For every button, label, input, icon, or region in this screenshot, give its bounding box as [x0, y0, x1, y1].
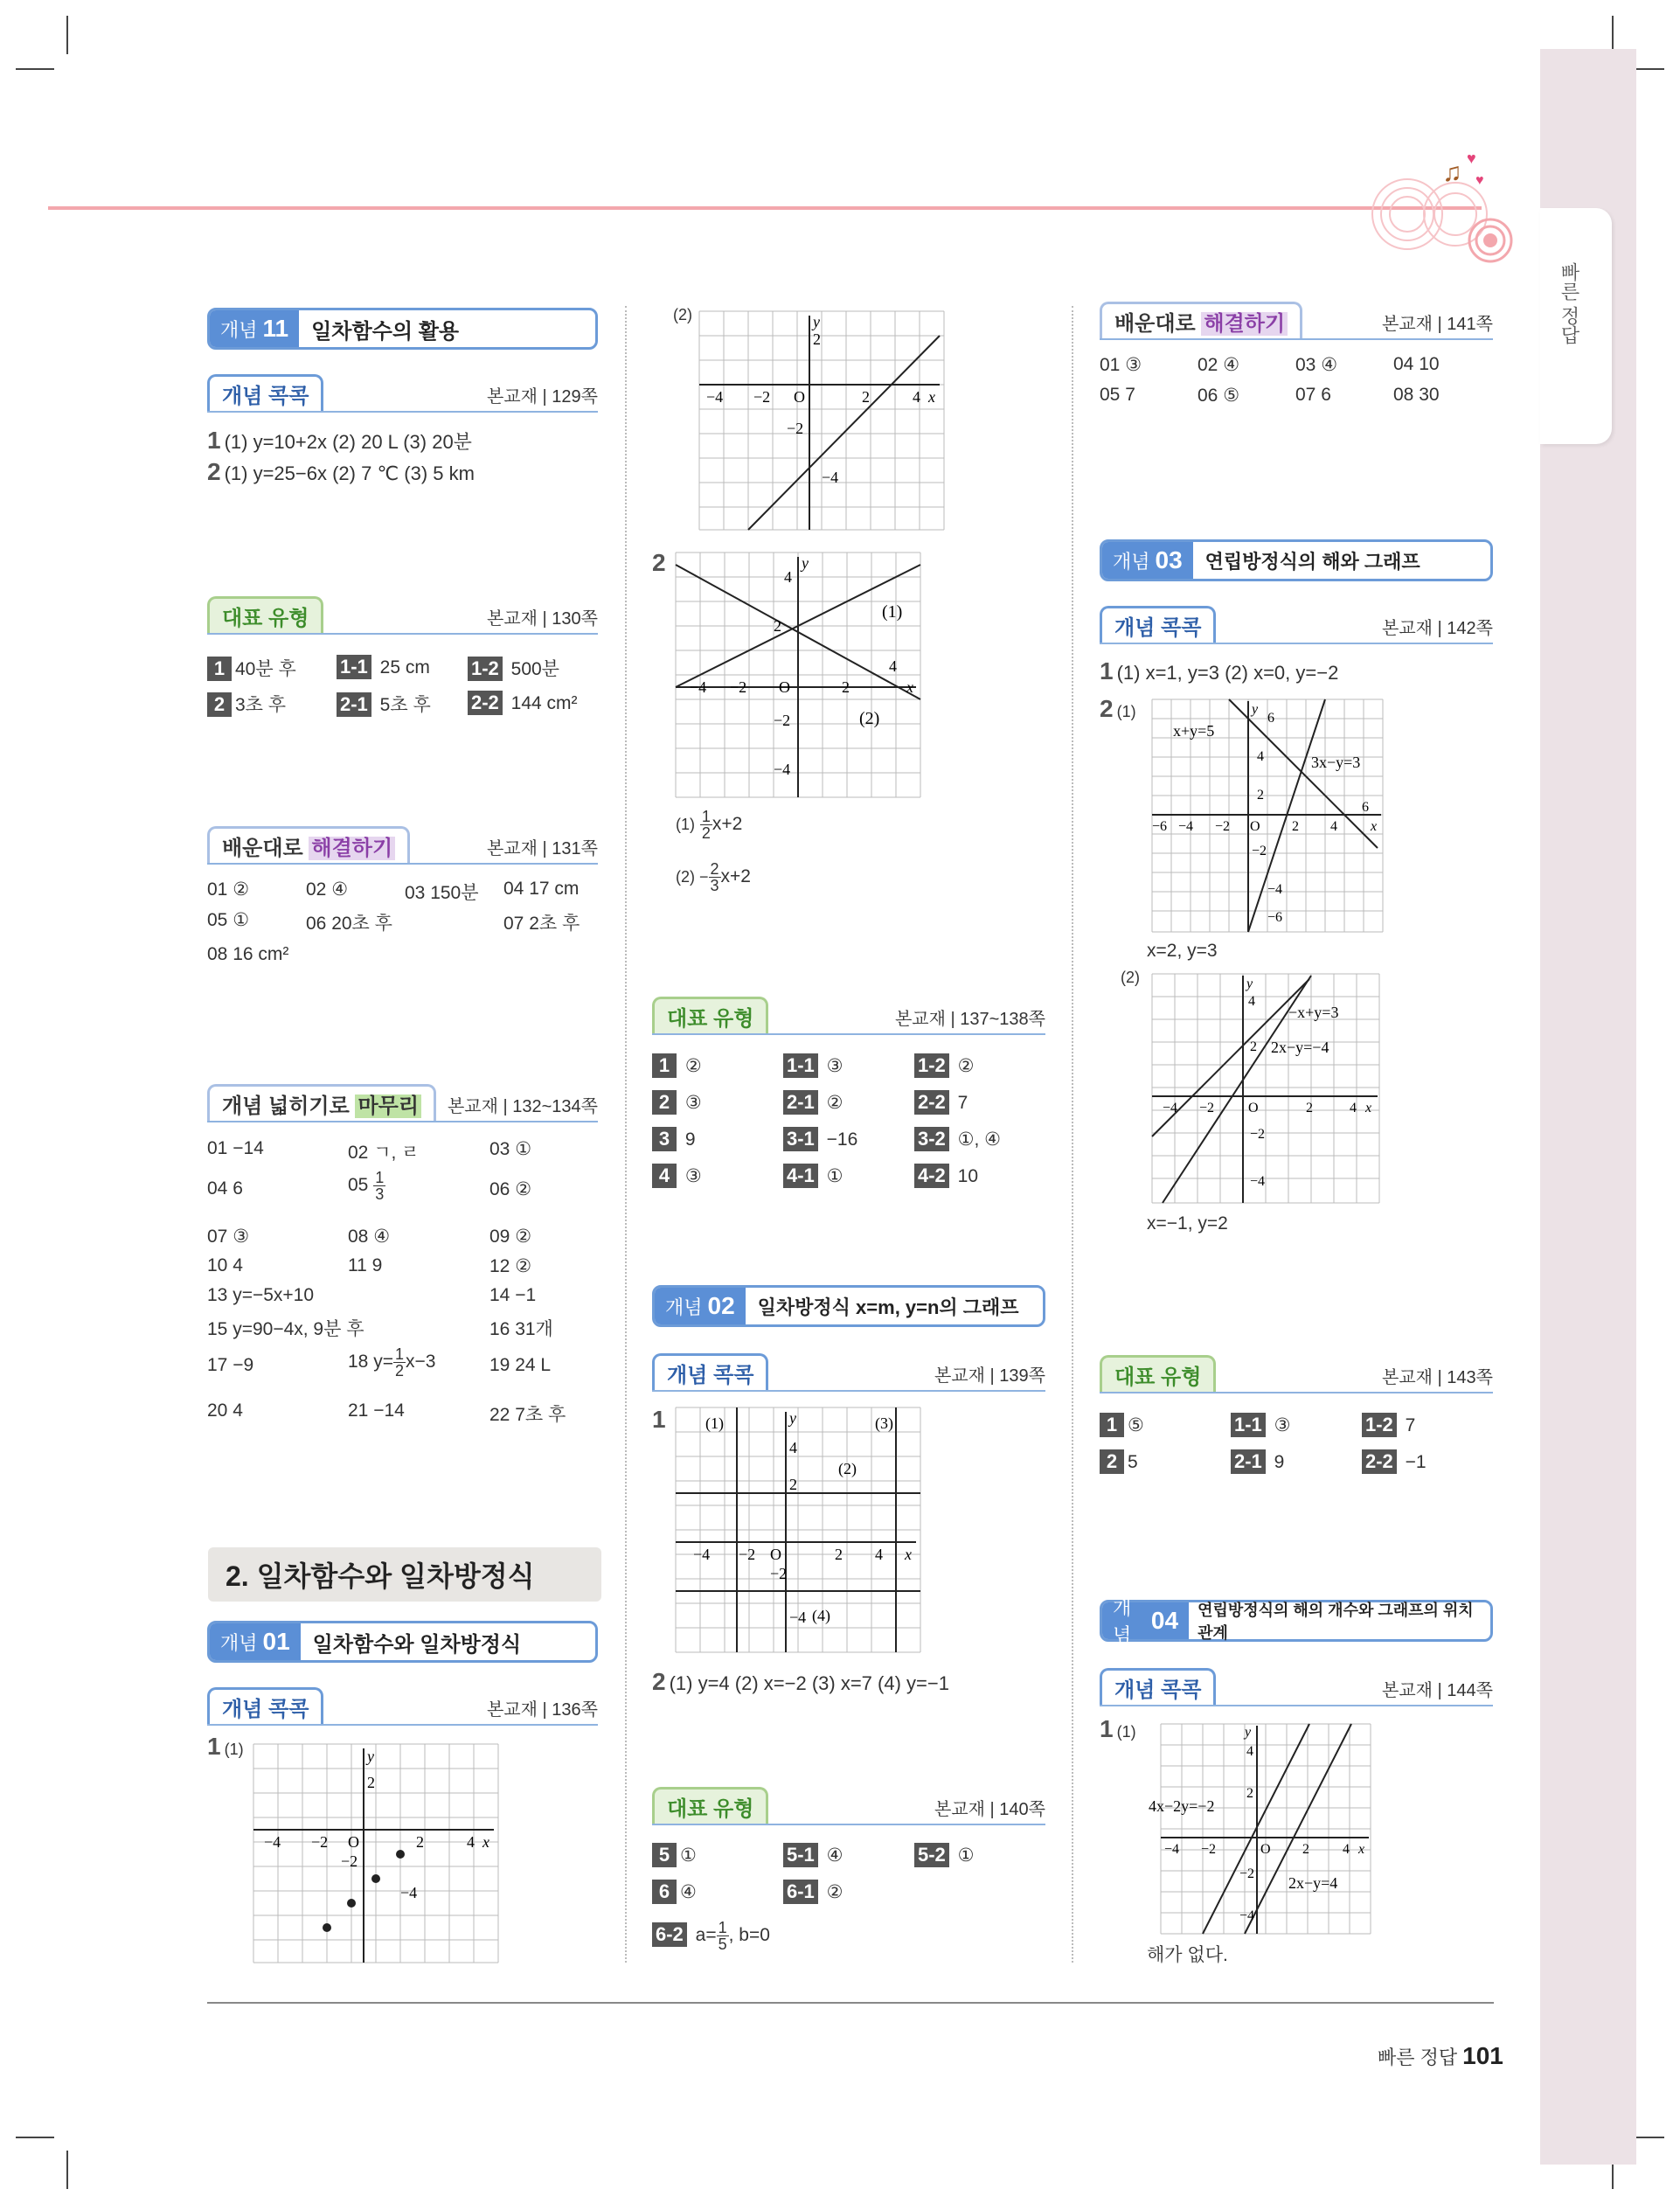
svg-text:4: 4: [913, 388, 920, 406]
answer-item: 08 30: [1393, 385, 1440, 405]
svg-text:−2: −2: [739, 1546, 756, 1563]
svg-text:O: O: [794, 388, 805, 406]
crop-mark: [16, 2137, 54, 2138]
page-reference: 본교재 | 139쪽: [934, 1366, 1045, 1386]
side-tab-label: 빠른 정답: [1559, 262, 1580, 345]
svg-text:(2): (2): [838, 1460, 857, 1477]
answer-item: 1 40분 후: [207, 655, 296, 681]
answer-item: 4-2 10: [914, 1164, 978, 1188]
page-reference: 본교재 | 143쪽: [1382, 1368, 1493, 1387]
answer-item: 01 −14: [207, 1138, 264, 1158]
section-title: 연립방정식의 해와 그래프: [1204, 550, 1420, 573]
page-reference: 본교재 | 130쪽: [487, 609, 598, 629]
page-number: 101: [1462, 2042, 1503, 2069]
svg-text:−4: −4: [822, 469, 839, 486]
svg-text:4: 4: [1248, 994, 1255, 1009]
svg-text:2: 2: [1292, 819, 1299, 834]
answer-line: 1 (1) x=1, y=3 (2) x=0, y=−2: [1100, 657, 1339, 685]
svg-text:−4: −4: [774, 761, 791, 778]
answer-item: 11 9: [348, 1255, 383, 1275]
answer-item: 5 ①: [652, 1843, 697, 1867]
answer-item: 04 6: [207, 1178, 243, 1199]
concept-check-header: [652, 1353, 1045, 1392]
header-rule: [48, 206, 1482, 210]
section-11-header: [207, 308, 598, 350]
answer-item: 20 4: [207, 1400, 243, 1421]
svg-text:−4: −4: [1239, 1908, 1255, 1923]
representative-type-header: [652, 997, 1045, 1035]
concept-check-header: [1100, 606, 1493, 644]
graph-two-lines: [676, 552, 920, 797]
crop-mark: [66, 2151, 68, 2189]
svg-text:4: 4: [784, 568, 792, 586]
representative-type-label: 대표 유형: [207, 596, 323, 633]
svg-text:−2: −2: [311, 1833, 329, 1851]
svg-text:♥: ♥: [1475, 173, 1484, 188]
page-reference: 본교재 | 141쪽: [1382, 315, 1493, 334]
answer-item: 해가 없다.: [1147, 1945, 1228, 1965]
svg-text:−2: −2: [774, 712, 791, 729]
svg-text:4: 4: [1350, 1101, 1357, 1115]
representative-type-label: 대표 유형: [652, 1787, 768, 1824]
equation-label: 3x−y=3: [1311, 754, 1361, 771]
answer-item: (2) − $\frac{2}{3}$ x+2: [676, 860, 751, 894]
answer-item: 01 ③: [1100, 355, 1142, 375]
svg-text:−2: −2: [341, 1852, 358, 1870]
answer-item: 16 31개: [489, 1319, 553, 1339]
svg-text:4: 4: [889, 657, 897, 675]
answer-item: 15 y=90−4x, 9분 후: [207, 1319, 364, 1339]
svg-text:2: 2: [1306, 1101, 1313, 1115]
answer-item: 2-1 9: [1231, 1449, 1284, 1474]
svg-text:x: x: [482, 1833, 489, 1851]
answer-item: 18 y= $\frac{1}{2}$ x−3: [348, 1345, 436, 1379]
svg-text:4: 4: [789, 1439, 797, 1456]
answer-item: 2 ③: [652, 1090, 702, 1115]
svg-text:(3): (3): [875, 1414, 893, 1432]
svg-text:4: 4: [1246, 1744, 1253, 1759]
equation-label: −x+y=3: [1288, 1004, 1339, 1021]
svg-text:y: y: [813, 313, 820, 330]
concept-check-label: 개념 콕콕: [1100, 1668, 1216, 1705]
answer-item: 04 10: [1393, 354, 1440, 374]
svg-text:2: 2: [1257, 788, 1264, 803]
representative-type-header: [207, 596, 598, 635]
answer-item: 02 ④: [1198, 355, 1240, 375]
svg-text:−2: −2: [787, 420, 804, 437]
answer-item: 07 2초 후: [503, 914, 580, 934]
answer-item: (1) $\frac{1}{2}$ x+2: [676, 808, 743, 842]
svg-text:−4: −4: [1267, 882, 1283, 897]
svg-text:O: O: [348, 1833, 359, 1851]
answer-item: 22 7초 후: [489, 1405, 566, 1425]
svg-text:6: 6: [1362, 800, 1369, 815]
answer-item: 10 4: [207, 1255, 243, 1275]
graph-line: [699, 311, 944, 530]
answer-item: 14 −1: [489, 1285, 537, 1305]
footer-rule: [207, 2002, 1494, 2004]
page-reference: 본교재 | 132~134쪽: [447, 1097, 598, 1116]
representative-type-label: 대표 유형: [1100, 1355, 1216, 1392]
equation-label: 2x−y=−4: [1271, 1039, 1329, 1056]
svg-text:x: x: [1371, 819, 1378, 834]
crop-mark: [16, 68, 54, 70]
answer-item: 05 ①: [207, 910, 250, 930]
answer-item: 21 −14: [348, 1400, 405, 1421]
svg-text:O: O: [1260, 1842, 1271, 1857]
answer-item: 2-1 ②: [783, 1090, 843, 1115]
answer-item: 05 7: [1100, 385, 1135, 405]
section-tag: 개념 02: [655, 1288, 746, 1324]
svg-text:−4: −4: [1250, 1174, 1266, 1189]
answer-line: 2 (1) y=4 (2) x=−2 (3) x=7 (4) y=−1: [652, 1668, 949, 1695]
svg-text:2: 2: [835, 1546, 843, 1563]
question-number: 1: [652, 1406, 666, 1433]
concept-check-label: 개념 콕콕: [1100, 606, 1216, 643]
graph-vertical-horizontal-lines: [676, 1407, 920, 1652]
answer-item: 08 ④: [348, 1227, 391, 1247]
svg-text:x: x: [1365, 1101, 1372, 1115]
svg-text:−4: −4: [789, 1609, 807, 1626]
page-reference: 본교재 | 144쪽: [1382, 1681, 1493, 1700]
answer-item: 05 $\frac{1}{3}$: [348, 1169, 385, 1203]
svg-text:6: 6: [1267, 711, 1274, 726]
svg-text:O: O: [1248, 1101, 1259, 1115]
graph-system-a: [1152, 699, 1383, 932]
svg-text:−4: −4: [400, 1884, 418, 1901]
answer-item: 07 ③: [207, 1227, 250, 1247]
svg-text:♥: ♥: [1467, 149, 1476, 167]
svg-text:O: O: [770, 1546, 781, 1563]
section-title: 일차함수와 일차방정식: [312, 1632, 522, 1657]
crop-mark: [66, 16, 68, 54]
svg-text:−6: −6: [1267, 910, 1283, 925]
svg-text:(1): (1): [705, 1414, 724, 1432]
section-title: 일차방정식 x=m, y=n의 그래프: [757, 1296, 1019, 1318]
svg-text:y: y: [802, 554, 809, 572]
svg-text:−4: −4: [1163, 1101, 1178, 1115]
answer-item: 2-2 7: [914, 1090, 968, 1115]
svg-text:O: O: [1250, 819, 1260, 834]
graph-system-b: [1152, 974, 1379, 1203]
answer-item: 1-1 ③: [783, 1053, 843, 1078]
answer-item: 1-2 7: [1362, 1413, 1415, 1437]
svg-text:2: 2: [774, 617, 781, 635]
line-label: (1): [882, 602, 903, 622]
section-tag: 개념 03: [1102, 542, 1193, 579]
svg-text:−4: −4: [1164, 1842, 1180, 1857]
wrap-up-header: [207, 1084, 598, 1122]
svg-text:2: 2: [1250, 1039, 1257, 1054]
answer-item: 08 16 cm²: [207, 944, 289, 964]
answer-item: 01 ②: [207, 879, 250, 900]
answer-item: 2 3초 후: [207, 691, 286, 717]
answer-item: 12 ②: [489, 1256, 532, 1276]
answer-item: 06 20초 후: [306, 914, 392, 934]
svg-text:−4: −4: [1178, 819, 1194, 834]
answer-item: x=−1, y=2: [1147, 1213, 1228, 1234]
chapter-title: 2. 일차함수와 일차방정식: [208, 1547, 601, 1602]
answer-item: 3-1 −16: [783, 1127, 857, 1151]
solve-as-learned-label: 배운대로 해결하기: [1100, 302, 1302, 338]
header-decoration-icon: [1329, 144, 1530, 267]
equation-label: 2x−y=4: [1288, 1874, 1338, 1892]
svg-text:y: y: [1245, 1725, 1252, 1740]
page-reference: 본교재 | 142쪽: [1382, 619, 1493, 638]
representative-type-label: 대표 유형: [652, 997, 768, 1033]
svg-text:4: 4: [875, 1546, 883, 1563]
page-reference: 본교재 | 137~138쪽: [894, 1010, 1045, 1029]
line-label: (2): [859, 709, 880, 728]
svg-text:2: 2: [1302, 1842, 1309, 1857]
graph-points: [253, 1744, 498, 1963]
svg-text:x: x: [1358, 1842, 1365, 1857]
representative-type-header: [652, 1787, 1045, 1825]
answer-item: 1 ②: [652, 1053, 702, 1078]
answer-item: 2-2 −1: [1362, 1449, 1427, 1474]
svg-text:−2: −2: [1215, 819, 1231, 834]
section-title: 일차함수의 활용: [311, 319, 460, 344]
svg-text:−4: −4: [706, 388, 724, 406]
svg-text:x: x: [928, 388, 935, 406]
page-reference: 본교재 | 131쪽: [487, 839, 598, 858]
question-number: 1 (1): [1100, 1715, 1136, 1742]
answer-item: 09 ②: [489, 1227, 532, 1247]
question-number: 2: [652, 549, 666, 576]
answer-item: 13 y=−5x+10: [207, 1285, 315, 1305]
question-number: 2 (1): [1100, 695, 1136, 722]
svg-text:O: O: [779, 678, 790, 696]
answer-item: 6-1 ②: [783, 1880, 843, 1904]
column-divider: [1072, 306, 1073, 1963]
section-tag: 개념 01: [210, 1623, 301, 1660]
svg-text:♫: ♫: [1442, 158, 1462, 187]
answer-item: 4-1 ①: [783, 1164, 843, 1188]
answer-item: 03 ④: [1295, 355, 1338, 375]
svg-text:2: 2: [862, 388, 870, 406]
page-reference: 본교재 | 140쪽: [934, 1800, 1045, 1819]
solve-as-learned-header: [1100, 302, 1493, 340]
wrap-up-label: 개념 넓히기로 마무리: [207, 1084, 436, 1121]
graph-label: (2): [1121, 969, 1140, 986]
svg-text:x: x: [905, 1546, 912, 1563]
svg-text:−2: −2: [1239, 1866, 1255, 1881]
svg-text:−2: −2: [1199, 1101, 1215, 1115]
graph-label: (2): [673, 306, 692, 323]
svg-text:(4): (4): [812, 1607, 830, 1624]
svg-text:y: y: [367, 1748, 374, 1765]
answer-line: 2 (1) y=25−6x (2) 7 ℃ (3) 5 km: [207, 458, 475, 485]
answer-item: 02 ㄱ, ㄹ: [348, 1143, 420, 1163]
svg-text:2: 2: [1246, 1786, 1253, 1801]
svg-text:−2: −2: [1252, 844, 1267, 858]
svg-text:4: 4: [1343, 1842, 1350, 1857]
graph-parallel-lines: [1149, 1724, 1371, 1934]
concept-check-label: 개념 콕콕: [652, 1353, 768, 1390]
answer-item: 2-1 5초 후: [337, 691, 431, 717]
answer-item: 03 ①: [489, 1139, 532, 1159]
svg-text:−2: −2: [770, 1565, 788, 1582]
answer-item: 04 17 cm: [503, 879, 580, 899]
answer-item: x=2, y=3: [1147, 941, 1218, 961]
answer-item: 06 ②: [489, 1179, 532, 1199]
question-number: 1 (1): [207, 1733, 244, 1760]
svg-text:−6: −6: [1152, 819, 1168, 834]
answer-item: 1-1 25 cm: [337, 655, 430, 679]
answer-item: 19 24 L: [489, 1355, 552, 1375]
svg-text:4: 4: [467, 1833, 475, 1851]
page-reference: 본교재 | 136쪽: [487, 1700, 598, 1720]
concept-check-header: [1100, 1668, 1493, 1706]
column-divider: [625, 306, 627, 1963]
concept-check-label: 개념 콕콕: [207, 374, 323, 411]
svg-text:2: 2: [813, 330, 821, 348]
section-tag: 개념 04: [1102, 1602, 1189, 1639]
svg-text:4: 4: [1330, 819, 1337, 834]
answer-item: 2 5: [1100, 1449, 1138, 1474]
answer-item: 07 6: [1295, 385, 1331, 405]
answer-item: 1-2 500분: [468, 655, 559, 681]
equation-label: x+y=5: [1173, 722, 1215, 740]
svg-text:−4: −4: [690, 678, 707, 696]
svg-text:−4: −4: [264, 1833, 281, 1851]
svg-text:2: 2: [842, 678, 850, 696]
answer-item: 06 ⑤: [1198, 386, 1240, 406]
answer-item: 1-1 ③: [1231, 1413, 1290, 1437]
concept-check-header: [207, 1687, 598, 1726]
answer-item: 2-2 144 cm²: [468, 691, 578, 715]
svg-text:−4: −4: [693, 1546, 711, 1563]
answer-line: 1 (1) y=10+2x (2) 20 L (3) 20분: [207, 427, 472, 454]
answer-item: 17 −9: [207, 1355, 254, 1375]
answer-item: 4 ③: [652, 1164, 702, 1188]
page-reference: 본교재 | 129쪽: [487, 387, 598, 407]
svg-text:y: y: [1246, 976, 1253, 991]
svg-text:y: y: [789, 1409, 796, 1427]
concept-check-label: 개념 콕콕: [207, 1687, 323, 1724]
svg-text:−2: −2: [753, 388, 771, 406]
section-tag: 개념 11: [210, 310, 299, 347]
section-02-header: [652, 1285, 1045, 1327]
answer-item: 6-2 a= $\frac{1}{5}$ , b=0: [652, 1920, 770, 1952]
representative-type-header: [1100, 1355, 1493, 1393]
section-03-header: [1100, 539, 1493, 581]
answer-item: 5-1 ④: [783, 1843, 843, 1867]
svg-text:2: 2: [367, 1774, 375, 1791]
answer-item: 1 ⑤: [1100, 1413, 1144, 1437]
page-footer: 빠른 정답 101: [1378, 2042, 1503, 2069]
answer-item: 1-2 ②: [914, 1053, 974, 1078]
answer-item: 5-2 ①: [914, 1843, 974, 1867]
svg-text:−2: −2: [730, 678, 747, 696]
svg-text:−2: −2: [1250, 1127, 1266, 1142]
svg-text:x: x: [906, 678, 913, 696]
answer-item: 02 ④: [306, 879, 349, 900]
answer-item: 6 ④: [652, 1880, 697, 1904]
section-01-header: [207, 1621, 598, 1663]
answer-item: 3 9: [652, 1127, 696, 1151]
equation-label: 4x−2y=−2: [1149, 1797, 1215, 1815]
grid: [253, 1744, 498, 1963]
solve-as-learned-label: 배운대로 해결하기: [207, 826, 410, 863]
concept-check-header: [207, 374, 598, 413]
svg-text:2: 2: [416, 1833, 424, 1851]
answer-item: 3-2 ①, ④: [914, 1127, 1001, 1151]
solve-as-learned-header: [207, 826, 598, 865]
svg-text:y: y: [1252, 702, 1259, 717]
svg-text:2: 2: [789, 1476, 797, 1493]
svg-text:−2: −2: [1201, 1842, 1217, 1857]
answer-item: 03 150분: [405, 883, 479, 903]
section-title: 연립방정식의 해의 개수와 그래프의 위치 관계: [1198, 1602, 1474, 1642]
svg-text:4: 4: [1257, 749, 1264, 764]
section-04-header: [1100, 1597, 1493, 1646]
